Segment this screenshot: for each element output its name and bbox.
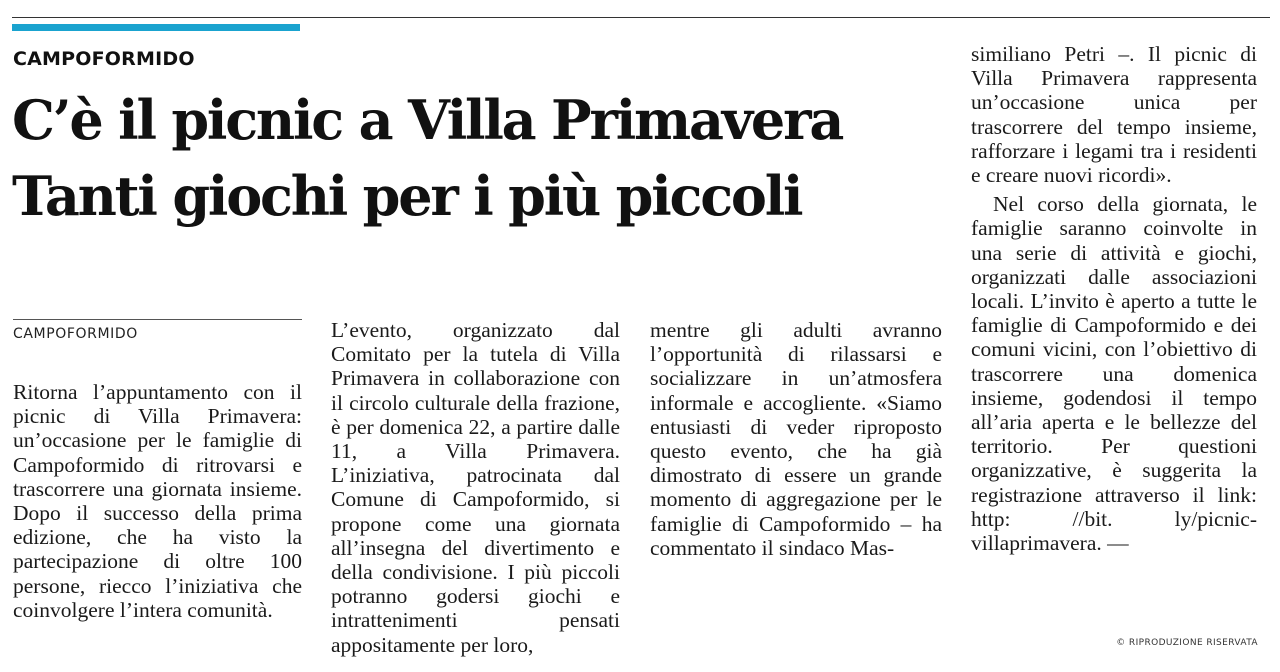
article-headline <box>12 82 962 234</box>
section-accent-bar <box>12 24 300 31</box>
paragraph: Ritorna l’appuntamento con il picnic di Villa Primavera: un’occasione per le famiglie di Campoformido di ritrovarsi e trascorrere una giornata insieme. Dopo il successo della prima edizione, che ha visto la partecipazione di oltre 100 persone, riecco l’iniziativa che coinvolgere l’intera comunità. <box>13 380 302 622</box>
paragraph: Nel corso della giornata, le famiglie saranno coinvolte in una serie di attività e giochi, organizzati dalle associazioni locali. L’invito è aperto a tutte le famiglie di Campoformido e dei comuni vicini, con l’obiettivo di trascorrere una domenica insieme, godendosi il tempo all’aria aperta e le bellezze del territorio. Per questioni organizzative, è suggerita la registrazione attraverso il link: http: //bit. ly/picnic-villaprimavera. — <box>971 192 1257 556</box>
paragraph: similiano Petri –. Il picnic di Villa Primavera rappresenta un’occasione unica per trascorrere del tempo insieme, rafforzare i legami tra i residenti e creare nuovi ricordi». <box>971 42 1257 188</box>
article-column-3 <box>650 318 942 560</box>
headline-line-2: Tanti giochi per i più piccoli <box>12 164 802 228</box>
article-column-1 <box>13 380 302 622</box>
headline-line-1: C’è il picnic a Villa Primavera <box>12 88 843 152</box>
copyright-notice: © RIPRODUZIONE RISERVATA <box>1116 638 1258 648</box>
dateline-rule <box>13 319 302 320</box>
section-kicker: CAMPOFORMIDO <box>13 48 195 70</box>
article-column-4 <box>971 42 1257 555</box>
dateline: CAMPOFORMIDO <box>13 326 138 342</box>
paragraph: mentre gli adulti avranno l’opportunità di rilassarsi e socializzare in un’atmosfera informale e accogliente. «Siamo entusiasti di veder riproposto questo evento, che ha già dimostrato di essere un grande momento di aggregazione per le famiglie di Campoformido – ha commentato il sindaco Mas- <box>650 318 942 560</box>
article-column-2 <box>331 318 620 657</box>
top-rule <box>12 17 1270 18</box>
paragraph: L’evento, organizzato dal Comitato per la tutela di Villa Primavera in collaborazione con il circolo culturale della frazione, è per domenica 22, a partire dalle 11, a Villa Primavera. L’iniziativa, patrocinata dal Comune di Campoformido, si propone come una giornata all’insegna del divertimento e della condivisione. I più piccoli potranno godersi giochi e intrattenimenti pensati appositamente per loro, <box>331 318 620 657</box>
